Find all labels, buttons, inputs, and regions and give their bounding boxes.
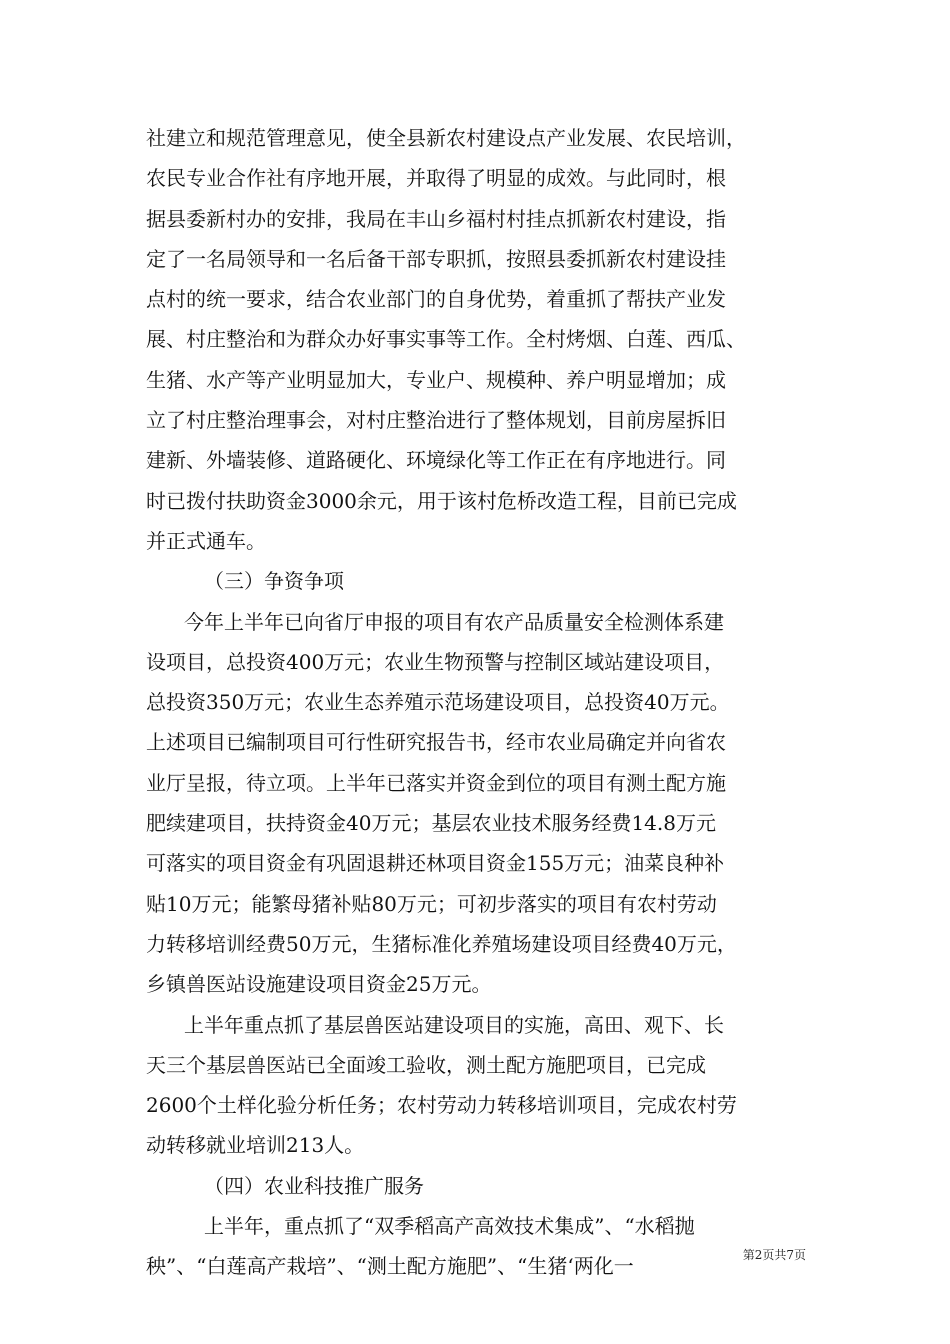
body-line: 建新、外墙装修、道路硬化、环境绿化等工作正在有序地进行。同 (146, 448, 726, 473)
body-line: 据县委新村办的安排，我局在丰山乡福村村挂点抓新农村建设，指 (146, 206, 726, 231)
paragraph-first-line: 今年上半年已向省厅申报的项目有农产品质量安全检测体系建 (184, 609, 724, 634)
body-line: 社建立和规范管理意见，使全县新农村建设点产业发展、农民培训， (146, 126, 746, 150)
paragraph-first-line: 上半年，重点抓了“双季稻高产高效技术集成”、“水稻抛 (204, 1214, 695, 1239)
body-line: 时已拨付扶助资金3000余元，用于该村危桥改造工程，目前已完成 (146, 488, 737, 513)
body-line: 定了一名局领导和一名后备干部专职抓，按照县委抓新农村建设挂 (146, 246, 726, 271)
body-line: 生猪、水产等产业明显加大，专业户、规模种、养户明显增加；成 (146, 367, 726, 392)
body-line: 业厅呈报，待立项。上半年已落实并资金到位的项目有测土配方施 (146, 770, 726, 795)
body-line: 2600个土样化验分析任务；农村劳动力转移培训项目，完成农村劳 (146, 1093, 737, 1118)
body-line: 贴10万元；能繁母猪补贴80万元；可初步落实的项目有农村劳动 (146, 891, 717, 916)
page-number-footer: 第2页共7页 (742, 1248, 806, 1262)
body-line: 点村的统一要求，结合农业部门的自身优势，着重抓了帮扶产业发 (146, 287, 726, 312)
section-heading: （四）农业科技推广服务 (204, 1173, 424, 1198)
body-line: 上述项目已编制项目可行性研究报告书，经市农业局确定并向省农 (146, 730, 726, 755)
document-body (146, 118, 806, 1287)
body-line: 设项目，总投资400万元；农业生物预警与控制区域站建设项目， (146, 649, 725, 674)
body-line: 总投资350万元；农业生态养殖示范场建设项目，总投资40万元。 (146, 690, 730, 715)
body-line: 立了村庄整治理事会，对村庄整治进行了整体规划，目前房屋拆旧 (146, 408, 726, 433)
section-heading: （三）争资争项 (204, 569, 344, 594)
body-line: 秧”、“白莲高产栽培”、“测土配方施肥”、“生猪‘两化一 (146, 1254, 634, 1279)
paragraph-first-line: 上半年重点抓了基层兽医站建设项目的实施，高田、观下、长 (184, 1012, 724, 1037)
body-line: 并正式通车。 (146, 528, 266, 553)
body-line: 乡镇兽医站设施建设项目资金25万元。 (146, 972, 492, 997)
body-line: 展、村庄整治和为群众办好事实事等工作。全村烤烟、白莲、西瓜、 (146, 327, 746, 352)
body-line: 力转移培训经费50万元，生猪标准化养殖场建设项目经费40万元， (146, 931, 737, 956)
body-line: 肥续建项目，扶持资金40万元；基层农业技术服务经费14.8万元 (146, 811, 716, 836)
body-line: 可落实的项目资金有巩固退耕还林项目资金155万元；油菜良种补 (146, 851, 725, 876)
body-line: 动转移就业培训213人。 (146, 1133, 365, 1158)
body-line: 农民专业合作社有序地开展，并取得了明显的成效。与此同时，根 (146, 166, 726, 191)
body-line: 天三个基层兽医站已全面竣工验收，测土配方施肥项目，已完成 (146, 1052, 706, 1077)
